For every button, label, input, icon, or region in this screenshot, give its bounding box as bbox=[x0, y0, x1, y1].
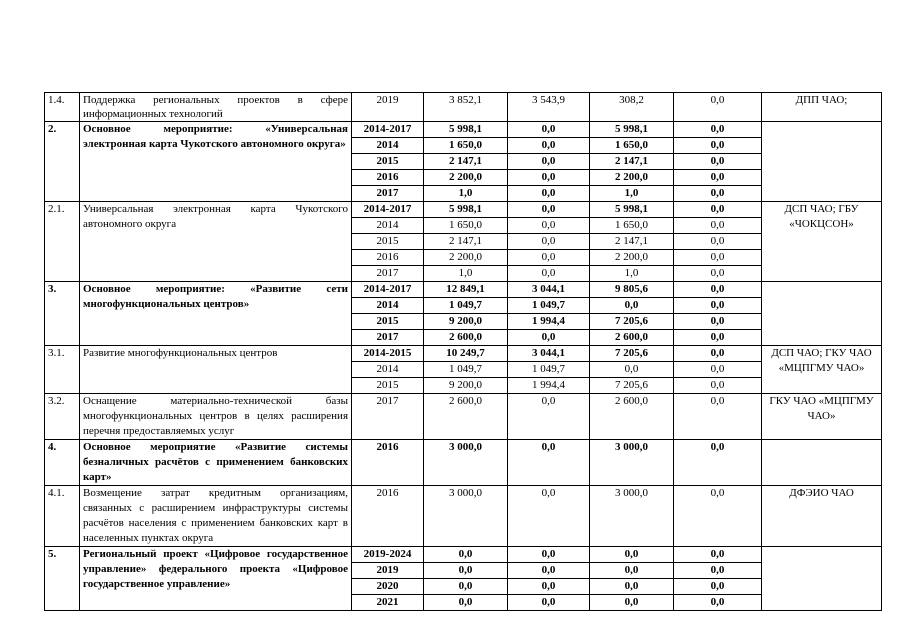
other-sources-cell: 0,0 bbox=[674, 378, 762, 394]
federal-budget-cell: 0,0 bbox=[508, 186, 590, 202]
total-cell: 12 849,1 bbox=[424, 282, 508, 298]
total-cell: 1,0 bbox=[424, 186, 508, 202]
federal-budget-cell: 3 543,9 bbox=[508, 93, 590, 122]
item-number-cell: 2. bbox=[45, 122, 80, 202]
federal-budget-cell: 0,0 bbox=[508, 595, 590, 611]
federal-budget-cell: 3 044,1 bbox=[508, 282, 590, 298]
other-sources-cell: 0,0 bbox=[674, 250, 762, 266]
total-cell: 3 000,0 bbox=[424, 440, 508, 486]
total-cell: 1 650,0 bbox=[424, 138, 508, 154]
federal-budget-cell: 1 994,4 bbox=[508, 378, 590, 394]
year-cell: 2015 bbox=[352, 314, 424, 330]
regional-budget-cell: 1,0 bbox=[590, 266, 674, 282]
table-row bbox=[45, 282, 882, 298]
year-cell: 2017 bbox=[352, 330, 424, 346]
total-cell: 1 049,7 bbox=[424, 298, 508, 314]
year-cell: 2015 bbox=[352, 234, 424, 250]
other-sources-cell: 0,0 bbox=[674, 266, 762, 282]
other-sources-cell: 0,0 bbox=[674, 314, 762, 330]
regional-budget-cell: 0,0 bbox=[590, 298, 674, 314]
responsible-executor-cell: ДПП ЧАО; bbox=[762, 93, 882, 122]
program-activities-table bbox=[44, 92, 882, 611]
federal-budget-cell: 0,0 bbox=[508, 154, 590, 170]
year-cell: 2017 bbox=[352, 394, 424, 440]
total-cell: 1 049,7 bbox=[424, 362, 508, 378]
federal-budget-cell: 1 049,7 bbox=[508, 362, 590, 378]
year-cell: 2020 bbox=[352, 579, 424, 595]
total-cell: 2 147,1 bbox=[424, 234, 508, 250]
item-number-cell: 4. bbox=[45, 440, 80, 486]
federal-budget-cell: 1 049,7 bbox=[508, 298, 590, 314]
year-cell: 2017 bbox=[352, 186, 424, 202]
regional-budget-cell: 2 600,0 bbox=[590, 330, 674, 346]
total-cell: 1 650,0 bbox=[424, 218, 508, 234]
year-cell: 2014-2015 bbox=[352, 346, 424, 362]
regional-budget-cell: 0,0 bbox=[590, 362, 674, 378]
federal-budget-cell: 0,0 bbox=[508, 250, 590, 266]
activity-name-cell: Основное мероприятие: «Развитие сети многофункциональных центров» bbox=[80, 282, 352, 346]
activity-name-cell: Региональный проект «Цифровое государственное управление» федерального проекта «Цифровое государственное управление» bbox=[80, 547, 352, 611]
other-sources-cell: 0,0 bbox=[674, 186, 762, 202]
year-cell: 2021 bbox=[352, 595, 424, 611]
year-cell: 2019 bbox=[352, 563, 424, 579]
activity-name-cell: Универсальная электронная карта Чукотского автономного округа bbox=[80, 202, 352, 282]
regional-budget-cell: 0,0 bbox=[590, 595, 674, 611]
table-row bbox=[45, 93, 882, 122]
item-number-cell: 5. bbox=[45, 547, 80, 611]
other-sources-cell: 0,0 bbox=[674, 440, 762, 486]
total-cell: 2 147,1 bbox=[424, 154, 508, 170]
item-number-cell: 3. bbox=[45, 282, 80, 346]
other-sources-cell: 0,0 bbox=[674, 362, 762, 378]
other-sources-cell: 0,0 bbox=[674, 170, 762, 186]
other-sources-cell: 0,0 bbox=[674, 282, 762, 298]
federal-budget-cell: 0,0 bbox=[508, 122, 590, 138]
other-sources-cell: 0,0 bbox=[674, 579, 762, 595]
year-cell: 2014 bbox=[352, 138, 424, 154]
responsible-executor-cell: ДСП ЧАО; ГКУ ЧАО «МЦПГМУ ЧАО» bbox=[762, 346, 882, 394]
other-sources-cell: 0,0 bbox=[674, 547, 762, 563]
item-number-cell: 1.4. bbox=[45, 93, 80, 122]
federal-budget-cell: 0,0 bbox=[508, 234, 590, 250]
table-row bbox=[45, 346, 882, 362]
regional-budget-cell: 2 600,0 bbox=[590, 394, 674, 440]
federal-budget-cell: 0,0 bbox=[508, 547, 590, 563]
regional-budget-cell: 9 805,6 bbox=[590, 282, 674, 298]
year-cell: 2014-2017 bbox=[352, 122, 424, 138]
regional-budget-cell: 1,0 bbox=[590, 186, 674, 202]
table-row bbox=[45, 122, 882, 138]
federal-budget-cell: 0,0 bbox=[508, 330, 590, 346]
other-sources-cell: 0,0 bbox=[674, 563, 762, 579]
year-cell: 2016 bbox=[352, 440, 424, 486]
federal-budget-cell: 0,0 bbox=[508, 486, 590, 547]
total-cell: 0,0 bbox=[424, 563, 508, 579]
regional-budget-cell: 3 000,0 bbox=[590, 486, 674, 547]
regional-budget-cell: 5 998,1 bbox=[590, 202, 674, 218]
responsible-executor-cell: ГКУ ЧАО «МЦПГМУ ЧАО» bbox=[762, 394, 882, 440]
table-row bbox=[45, 202, 882, 218]
year-cell: 2016 bbox=[352, 170, 424, 186]
year-cell: 2015 bbox=[352, 378, 424, 394]
responsible-executor-cell bbox=[762, 547, 882, 611]
activity-name-cell: Развитие многофункциональных центров bbox=[80, 346, 352, 394]
total-cell: 5 998,1 bbox=[424, 122, 508, 138]
federal-budget-cell: 0,0 bbox=[508, 563, 590, 579]
year-cell: 2014 bbox=[352, 218, 424, 234]
table-body bbox=[45, 93, 882, 611]
total-cell: 2 600,0 bbox=[424, 394, 508, 440]
regional-budget-cell: 7 205,6 bbox=[590, 346, 674, 362]
regional-budget-cell: 7 205,6 bbox=[590, 314, 674, 330]
other-sources-cell: 0,0 bbox=[674, 154, 762, 170]
other-sources-cell: 0,0 bbox=[674, 202, 762, 218]
activity-name-cell: Возмещение затрат кредитным организациям, связанных с расширением инфраструктуры системы расчётов населения с применением банковских карт в населенных пунктах округа bbox=[80, 486, 352, 547]
year-cell: 2014-2017 bbox=[352, 282, 424, 298]
item-number-cell: 3.1. bbox=[45, 346, 80, 394]
federal-budget-cell: 0,0 bbox=[508, 440, 590, 486]
total-cell: 1,0 bbox=[424, 266, 508, 282]
year-cell: 2019 bbox=[352, 93, 424, 122]
item-number-cell: 2.1. bbox=[45, 202, 80, 282]
regional-budget-cell: 0,0 bbox=[590, 579, 674, 595]
regional-budget-cell: 5 998,1 bbox=[590, 122, 674, 138]
federal-budget-cell: 0,0 bbox=[508, 218, 590, 234]
table-row bbox=[45, 547, 882, 563]
total-cell: 3 852,1 bbox=[424, 93, 508, 122]
regional-budget-cell: 0,0 bbox=[590, 547, 674, 563]
activity-name-cell: Поддержка региональных проектов в сфере информационных технологий bbox=[80, 93, 352, 122]
total-cell: 2 200,0 bbox=[424, 170, 508, 186]
federal-budget-cell: 0,0 bbox=[508, 170, 590, 186]
total-cell: 9 200,0 bbox=[424, 378, 508, 394]
total-cell: 10 249,7 bbox=[424, 346, 508, 362]
other-sources-cell: 0,0 bbox=[674, 346, 762, 362]
regional-budget-cell: 0,0 bbox=[590, 563, 674, 579]
other-sources-cell: 0,0 bbox=[674, 330, 762, 346]
item-number-cell: 4.1. bbox=[45, 486, 80, 547]
responsible-executor-cell bbox=[762, 122, 882, 202]
total-cell: 3 000,0 bbox=[424, 486, 508, 547]
regional-budget-cell: 2 200,0 bbox=[590, 250, 674, 266]
activity-name-cell: Оснащение материально-технической базы многофункциональных центров в целях расширения перечня предоставляемых услуг bbox=[80, 394, 352, 440]
year-cell: 2016 bbox=[352, 250, 424, 266]
responsible-executor-cell bbox=[762, 440, 882, 486]
year-cell: 2017 bbox=[352, 266, 424, 282]
item-number-cell: 3.2. bbox=[45, 394, 80, 440]
year-cell: 2015 bbox=[352, 154, 424, 170]
year-cell: 2019-2024 bbox=[352, 547, 424, 563]
total-cell: 2 200,0 bbox=[424, 250, 508, 266]
other-sources-cell: 0,0 bbox=[674, 486, 762, 547]
regional-budget-cell: 1 650,0 bbox=[590, 138, 674, 154]
total-cell: 0,0 bbox=[424, 579, 508, 595]
other-sources-cell: 0,0 bbox=[674, 298, 762, 314]
year-cell: 2014 bbox=[352, 362, 424, 378]
total-cell: 5 998,1 bbox=[424, 202, 508, 218]
regional-budget-cell: 3 000,0 bbox=[590, 440, 674, 486]
table-row bbox=[45, 394, 882, 440]
federal-budget-cell: 0,0 bbox=[508, 202, 590, 218]
responsible-executor-cell: ДФЭИО ЧАО bbox=[762, 486, 882, 547]
federal-budget-cell: 0,0 bbox=[508, 394, 590, 440]
other-sources-cell: 0,0 bbox=[674, 93, 762, 122]
federal-budget-cell: 1 994,4 bbox=[508, 314, 590, 330]
year-cell: 2014-2017 bbox=[352, 202, 424, 218]
federal-budget-cell: 0,0 bbox=[508, 266, 590, 282]
federal-budget-cell: 3 044,1 bbox=[508, 346, 590, 362]
activity-name-cell: Основное мероприятие «Развитие системы безналичных расчётов с применением банковских карт» bbox=[80, 440, 352, 486]
total-cell: 0,0 bbox=[424, 595, 508, 611]
total-cell: 0,0 bbox=[424, 547, 508, 563]
other-sources-cell: 0,0 bbox=[674, 138, 762, 154]
regional-budget-cell: 308,2 bbox=[590, 93, 674, 122]
total-cell: 9 200,0 bbox=[424, 314, 508, 330]
year-cell: 2014 bbox=[352, 298, 424, 314]
federal-budget-cell: 0,0 bbox=[508, 579, 590, 595]
table-row bbox=[45, 486, 882, 547]
other-sources-cell: 0,0 bbox=[674, 394, 762, 440]
regional-budget-cell: 7 205,6 bbox=[590, 378, 674, 394]
federal-budget-cell: 0,0 bbox=[508, 138, 590, 154]
regional-budget-cell: 2 147,1 bbox=[590, 234, 674, 250]
total-cell: 2 600,0 bbox=[424, 330, 508, 346]
activity-name-cell: Основное мероприятие: «Универсальная электронная карта Чукотского автономного округа» bbox=[80, 122, 352, 202]
regional-budget-cell: 1 650,0 bbox=[590, 218, 674, 234]
other-sources-cell: 0,0 bbox=[674, 218, 762, 234]
other-sources-cell: 0,0 bbox=[674, 595, 762, 611]
regional-budget-cell: 2 147,1 bbox=[590, 154, 674, 170]
table-row bbox=[45, 440, 882, 486]
other-sources-cell: 0,0 bbox=[674, 122, 762, 138]
other-sources-cell: 0,0 bbox=[674, 234, 762, 250]
responsible-executor-cell bbox=[762, 282, 882, 346]
regional-budget-cell: 2 200,0 bbox=[590, 170, 674, 186]
year-cell: 2016 bbox=[352, 486, 424, 547]
responsible-executor-cell: ДСП ЧАО; ГБУ «ЧОКЦСОН» bbox=[762, 202, 882, 282]
